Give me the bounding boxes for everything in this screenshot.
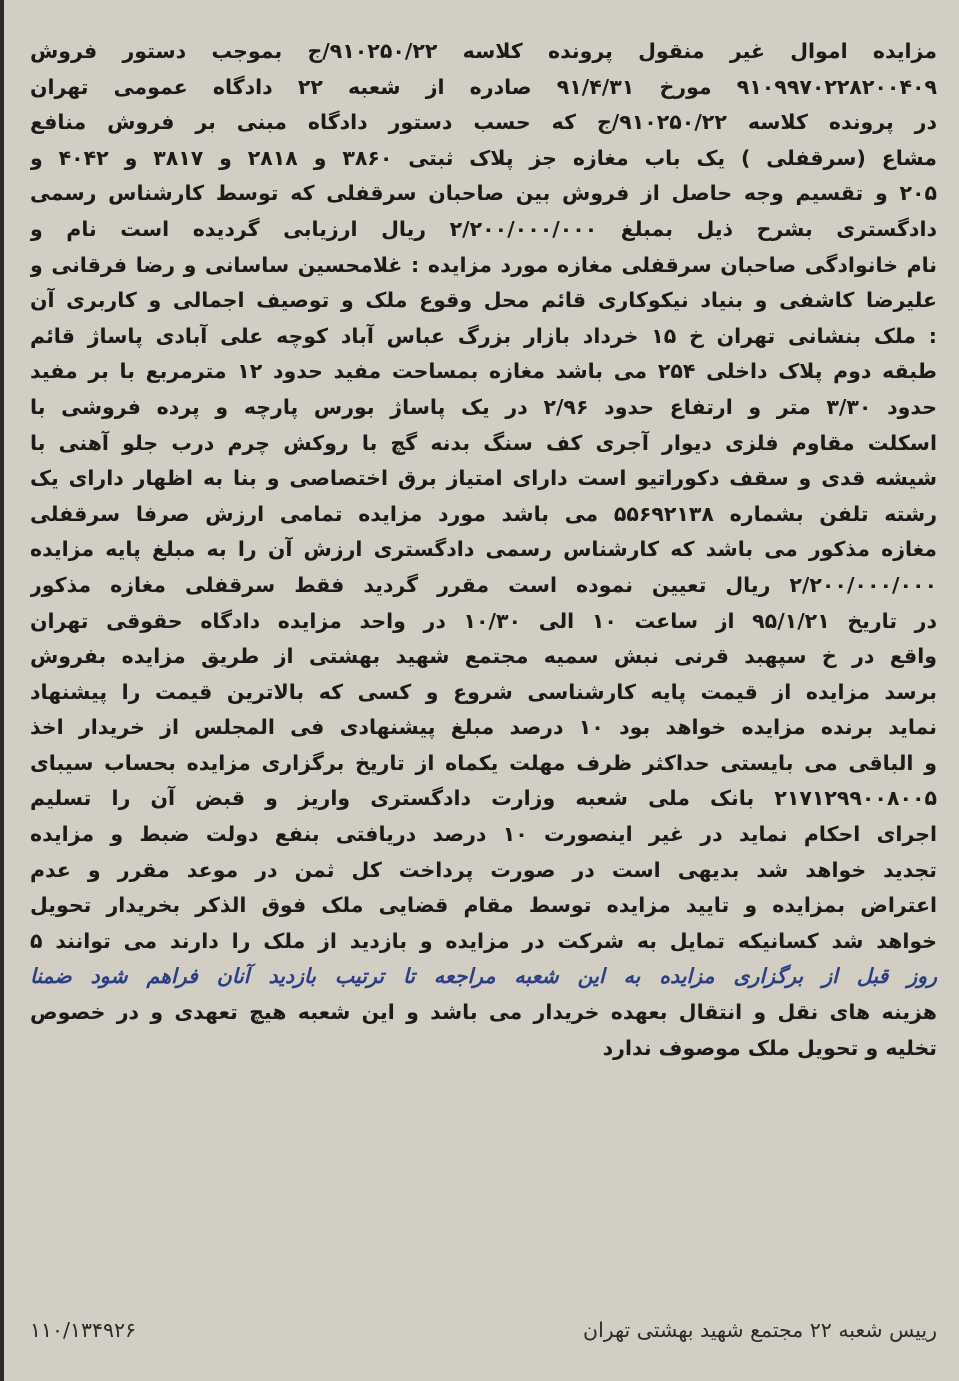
notice-footer [30, 1312, 937, 1348]
notice-line: نماید برنده مزایده خواهد بود ۱۰ درصد مبلغ پیشنهادی فی المجلس از خریدار اخذ [30, 715, 937, 740]
notice-line: خواهد شد کسانیکه تمایل به شرکت در مزایده و بازدید از ملک را دارند می توانند ۵ [30, 928, 937, 953]
notice-line: ۲۰۵ و تقسیم وجه حاصل از فروش بین صاحبان سرقفلی که توسط کارشناس رسمی [30, 181, 937, 206]
notice-line: نام خانوادگی صاحبان سرقفلی مغازه مورد مزایده : غلامحسین ساسانی و رضا فرقانی و [30, 252, 937, 277]
notice-line: تجدید خواهد شد بدیهی است در صورت پرداخت کل ثمن در موعد مقرر و عدم [30, 857, 937, 882]
notice-body [30, 34, 937, 1066]
notice-line: مغازه مذکور می باشد که کارشناس رسمی دادگستری ارزش آن را به مبلغ پایه مزایده [30, 537, 937, 562]
notice-line: تخلیه و تحویل ملک موصوف ندارد [602, 1035, 937, 1060]
notice-line: ۲۱۷۱۲۹۹۰۰۸۰۰۵ بانک ملی شعبه وزارت دادگستری واریز و قبض آن را تسلیم [30, 786, 937, 811]
notice-line: طبقه دوم پلاک داخلی ۲۵۴ می باشد مغازه بمساحت مفید حدود ۱۲ مترمربع با بر مفید [30, 359, 937, 384]
notice-line: شیشه قدی و سقف دکوراتیو است دارای امتیاز برق اختصاصی و بنا به اظهار دارای یک [30, 466, 937, 491]
auction-notice [30, 34, 937, 1066]
notice-line: هزینه های نقل و انتقال بعهده خریدار می باشد و این شعبه هیچ تعهدی و در خصوص [30, 1000, 937, 1025]
notice-line: مزایده اموال غیر منقول پرونده کلاسه ۹۱۰۲۵۰/۲۲/ج بموجب دستور فروش [30, 39, 937, 63]
notice-line: حدود ۳/۳۰ متر و ارتفاع حدود ۲/۹۶ در یک پاساژ بورس پارچه و پرده فروشی با [30, 394, 937, 419]
notice-line: واقع در خ سپهبد قرنی نبش سمیه مجتمع شهید بهشتی از طریق مزایده بفروش [30, 644, 937, 669]
signature: رییس شعبه ۲۲ مجتمع شهید بهشتی تهران [583, 1318, 937, 1342]
notice-line: ۲/۲۰۰/۰۰۰/۰۰۰ ریال تعیین نموده است مقرر گردید فقط سرقفلی مغازه مذکور [30, 572, 937, 597]
notice-line: اعتراض بمزایده و تایید مزایده توسط مقام قضایی ملک فوق الذکر بخریدار تحویل [30, 893, 937, 918]
notice-line: و الباقی می بایستی حداکثر ظرف مهلت یکماه از تاریخ برگزاری مزایده بحساب سیبای [30, 750, 937, 775]
notice-line: ۹۱۰۹۹۷۰۲۲۸۲۰۰۴۰۹ مورخ ۹۱/۴/۳۱ صادره از شعبه ۲۲ دادگاه عمومی تهران [30, 74, 937, 99]
notice-line: علیرضا کاشفی و بنیاد نیکوکاری قائم محل وقوع ملک و توصیف اجمالی و کاربری آن [30, 288, 937, 313]
notice-line: رشته تلفن بشماره ۵۵۶۹۲۱۳۸ می باشد مورد مزایده تمامی ارزش صرفا سرقفلی [30, 501, 937, 526]
notice-line: دادگستری بشرح ذیل بمبلغ ۲/۲۰۰/۰۰۰/۰۰۰ ریال ارزیابی گردیده است نام و [30, 216, 937, 241]
notice-line: مشاع (سرقفلی ) یک باب مغازه جز پلاک ثبتی ۳۸۶۰ و ۲۸۱۸ و ۳۸۱۷ و ۴۰۴۲ و [30, 145, 937, 170]
notice-line: : ملک بنشانی تهران خ ۱۵ خرداد بازار بزرگ عباس آباد کوچه علی آبادی پاساژ قائم [30, 323, 937, 348]
notice-line: برسد مزایده از قیمت پایه کارشناسی شروع و کسی که بالاترین قیمت را پیشنهاد [30, 679, 937, 704]
notice-line: در پرونده کلاسه ۹۱۰۲۵۰/۲۲/ج که حسب دستور دادگاه مبنی بر فروش منافع [30, 110, 937, 135]
reference-number: ۱۱۰/۱۳۴۹۲۶ [30, 1318, 137, 1342]
notice-line: اجرای احکام نماید در غیر اینصورت ۱۰ درصد دریافتی بنفع دولت ضبط و مزایده [30, 822, 937, 847]
notice-line-highlighted: روز قبل از برگزاری مزایده به این شعبه مراجعه تا ترتیب بازدید آنان فراهم شود ضمنا [30, 964, 937, 989]
notice-line: در تاریخ ۹۵/۱/۲۱ از ساعت ۱۰ الی ۱۰/۳۰ در واحد مزایده دادگاه حقوقی تهران [30, 608, 937, 633]
notice-line: اسکلت مقاوم فلزی دیوار آجری کف سنگ بدنه گچ با روکش چرم درب جلو آهنی با [30, 430, 937, 455]
